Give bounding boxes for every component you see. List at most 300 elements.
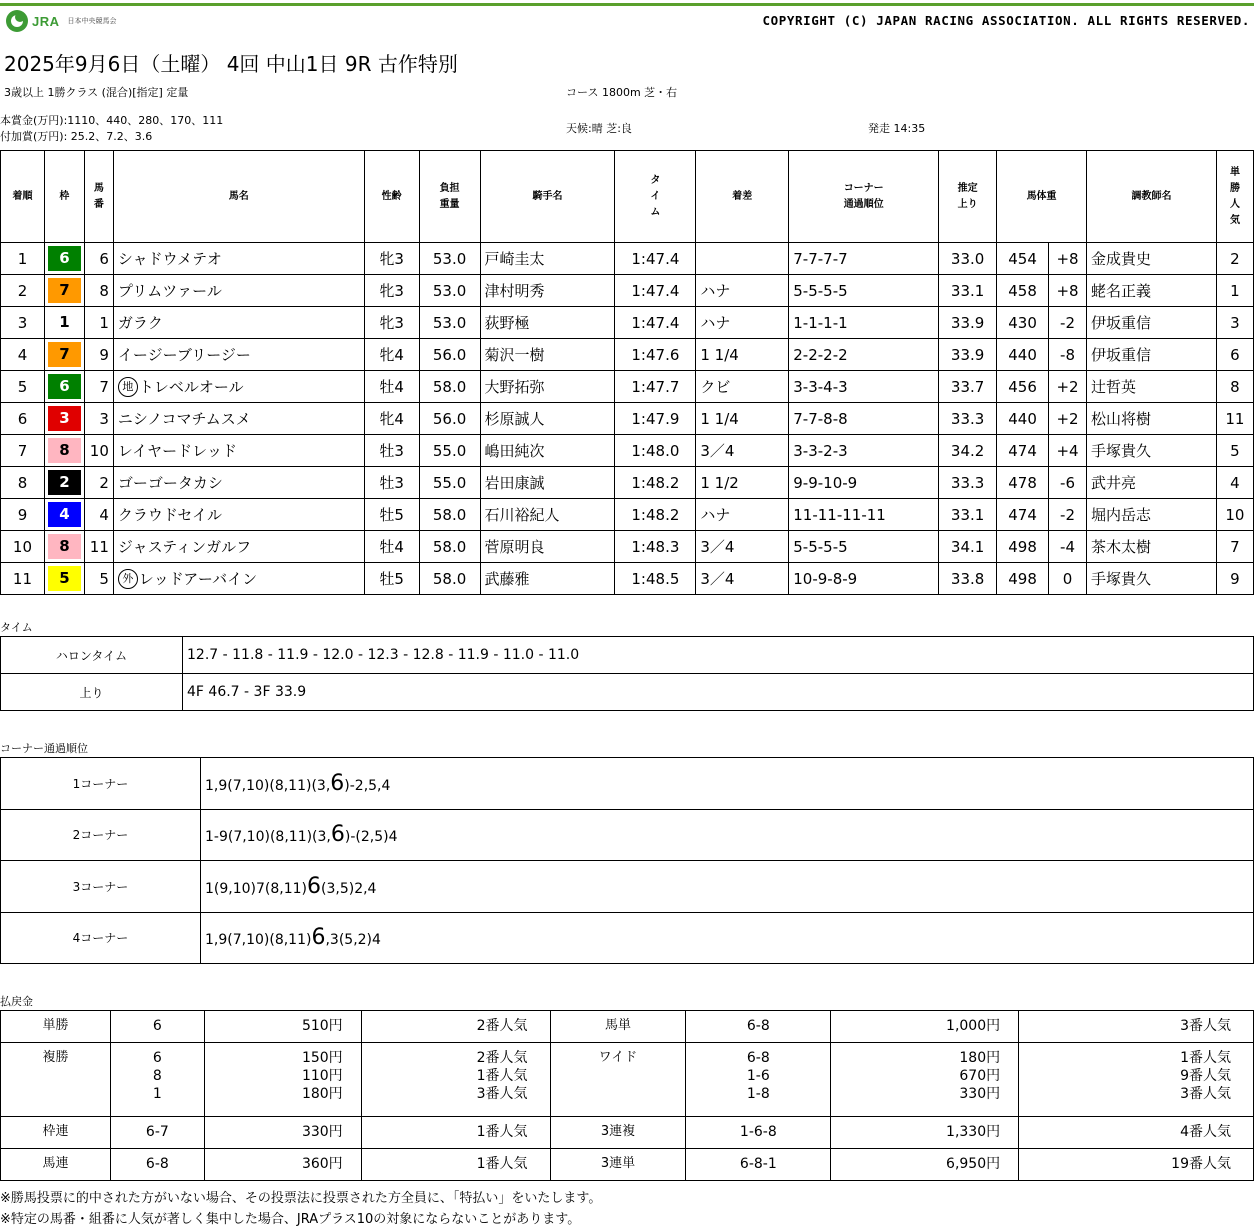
margin-cell: 3／4 [696, 531, 789, 563]
corner-order-text: )-2,5,4 [344, 777, 391, 794]
waku-badge: 6 [48, 374, 81, 399]
horse-origin-tag: 地 [118, 377, 138, 397]
horse-number-cell: 1 [84, 307, 113, 339]
col-sexage[interactable]: 性齢 [364, 151, 419, 243]
last3f-cell: 33.1 [939, 275, 997, 307]
jockey-cell[interactable]: 津村明秀 [480, 275, 615, 307]
time-cell: 1:47.4 [615, 275, 696, 307]
waku-cell [44, 499, 84, 531]
horse-number-cell: 5 [84, 563, 113, 595]
corner-cell: 10-9-8-9 [789, 563, 939, 595]
trainer-cell[interactable]: 松山将樹 [1087, 403, 1217, 435]
sex-age-cell: 牡4 [364, 531, 419, 563]
rank-cell: 3 [1, 307, 45, 339]
popularity-cell: 1 [1216, 275, 1253, 307]
sanrentan-pop: 19番人気 [1019, 1149, 1254, 1181]
horse-name[interactable]: シャドウメテオ [117, 250, 222, 268]
popularity-cell: 4 [1216, 467, 1253, 499]
col-trainer[interactable]: 調教師名 [1087, 151, 1217, 243]
umatan-amount: 1,000円 [831, 1011, 1019, 1043]
weight-cell: 58.0 [419, 531, 480, 563]
result-row [1, 435, 1254, 467]
sanrenpuku-num: 1-6-8 [686, 1117, 831, 1149]
waku-badge: 4 [48, 502, 81, 527]
horse-name[interactable]: プリムツァール [117, 282, 222, 300]
weight-cell: 58.0 [419, 499, 480, 531]
corner-label: 1コーナー [1, 758, 201, 810]
rank-cell: 8 [1, 467, 45, 499]
horse-name-cell[interactable] [113, 531, 364, 563]
wakuren-amount: 330円 [204, 1117, 361, 1149]
popularity-cell: 3 [1216, 307, 1253, 339]
horse-name-cell[interactable] [113, 435, 364, 467]
col-last3f[interactable] [939, 151, 997, 243]
tansho-pop: 2番人気 [361, 1011, 550, 1043]
rank-cell: 7 [1, 435, 45, 467]
horse-origin-tag: 外 [118, 569, 138, 589]
margin-cell: 3／4 [696, 563, 789, 595]
weight-cell: 53.0 [419, 307, 480, 339]
margin-cell: 1 1/4 [696, 339, 789, 371]
horse-name-cell[interactable] [113, 499, 364, 531]
jockey-cell[interactable]: 杉原誠人 [480, 403, 615, 435]
trainer-cell[interactable]: 伊坂重信 [1087, 307, 1217, 339]
waku-cell [44, 275, 84, 307]
jockey-cell[interactable]: 石川裕紀人 [480, 499, 615, 531]
margin-cell [696, 243, 789, 275]
trainer-cell[interactable]: 手塚貴久 [1087, 435, 1217, 467]
fukusho-amount: 180円 [301, 1086, 343, 1102]
corner-order [201, 912, 1254, 964]
col-horse[interactable]: 馬名 [113, 151, 364, 243]
horse-name[interactable]: ガラク [117, 314, 163, 332]
jockey-cell[interactable]: 大野拓弥 [480, 371, 615, 403]
winner-highlight: 6 [330, 770, 345, 796]
last3f-cell: 33.9 [939, 307, 997, 339]
corner-order-text: 1(9,10)7(8,11) [205, 880, 308, 897]
trainer-cell[interactable]: 武井亮 [1087, 467, 1217, 499]
body-weight-diff-cell: 0 [1049, 563, 1087, 595]
fukusho-num: 1 [152, 1086, 162, 1102]
rank-cell: 9 [1, 499, 45, 531]
post-time: 発走 14:35 [868, 122, 926, 135]
race-title: 2025年9月6日（土曜） 4回 中山1日 9R 古作特別 [4, 52, 458, 76]
jra-logo[interactable] [6, 10, 117, 32]
tansho-label: 単勝 [1, 1011, 111, 1043]
sex-age-cell: 牡5 [364, 563, 419, 595]
body-weight-diff-cell: -4 [1049, 531, 1087, 563]
margin-cell: ハナ [696, 307, 789, 339]
horse-name[interactable]: ニシノコマチムスメ [117, 410, 251, 428]
time-cell: 1:47.7 [615, 371, 696, 403]
wide-label: ワイド [550, 1043, 686, 1117]
body-weight-cell: 456 [997, 371, 1049, 403]
last3f-cell: 33.7 [939, 371, 997, 403]
course-info: コース 1800m 芝・右 [566, 86, 678, 99]
weight-cell: 58.0 [419, 371, 480, 403]
payout-row-umaren [1, 1149, 1254, 1181]
sanrentan-label: 3連単 [550, 1149, 686, 1181]
result-row [1, 243, 1254, 275]
wide-amount: 670円 [959, 1068, 1001, 1084]
umatan-pop: 3番人気 [1019, 1011, 1254, 1043]
corner-section-label: コーナー通過順位 [0, 742, 88, 755]
time-cell: 1:48.2 [615, 499, 696, 531]
waku-badge: 8 [48, 438, 81, 463]
col-bodyweight[interactable]: 馬体重 [997, 151, 1087, 243]
payout-section-label: 払戻金 [0, 995, 33, 1008]
weight-cell: 58.0 [419, 563, 480, 595]
body-weight-cell: 498 [997, 563, 1049, 595]
corner-order-text: ,3(5,2)4 [325, 932, 381, 949]
horse-name-cell[interactable] [113, 371, 364, 403]
body-weight-diff-cell: +4 [1049, 435, 1087, 467]
weight-cell: 53.0 [419, 275, 480, 307]
fukusho-amount: 110円 [301, 1068, 343, 1084]
body-weight-cell: 478 [997, 467, 1049, 499]
popularity-cell: 7 [1216, 531, 1253, 563]
logo-subtext: 日本中央競馬会 [67, 17, 117, 25]
wakuren-label: 枠連 [1, 1117, 111, 1149]
time-cell: 1:47.6 [615, 339, 696, 371]
sex-age-cell: 牝3 [364, 275, 419, 307]
sanrenpuku-amount: 1,330円 [831, 1117, 1019, 1149]
sex-age-cell: 牝3 [364, 307, 419, 339]
corner-order-text: (3,5)2,4 [321, 880, 377, 897]
wide-pop: 3番人気 [1180, 1086, 1231, 1102]
jra-logo-icon [6, 10, 28, 32]
furlong-label: ハロンタイム [1, 637, 183, 674]
horse-name-cell[interactable] [113, 563, 364, 595]
sanrentan-amount: 6,950円 [831, 1149, 1019, 1181]
body-weight-cell: 498 [997, 531, 1049, 563]
fukusho-pop: 1番人気 [476, 1068, 528, 1084]
popularity-cell: 11 [1216, 403, 1253, 435]
tansho-amount: 510円 [204, 1011, 361, 1043]
corner-order-text: 1,9(7,10)(8,11)(3, [205, 777, 331, 794]
umaren-pop: 1番人気 [361, 1149, 550, 1181]
waku-badge: 2 [48, 470, 81, 495]
wide-amount: 180円 [959, 1050, 1001, 1066]
wide-num: 1-8 [746, 1086, 770, 1102]
col-margin[interactable]: 着差 [696, 151, 789, 243]
waku-badge: 7 [48, 342, 81, 367]
umatan-num: 6-8 [686, 1011, 831, 1043]
final-times: 4F 46.7 - 3F 33.9 [183, 674, 1254, 711]
sex-age-cell: 牡4 [364, 371, 419, 403]
horse-number-cell: 7 [84, 371, 113, 403]
trainer-cell[interactable]: 蛯名正義 [1087, 275, 1217, 307]
corner-cell: 3-3-2-3 [789, 435, 939, 467]
horse-number-cell: 11 [84, 531, 113, 563]
horse-number-cell: 3 [84, 403, 113, 435]
waku-cell [44, 531, 84, 563]
trainer-cell[interactable]: 堀内岳志 [1087, 499, 1217, 531]
rank-cell: 2 [1, 275, 45, 307]
notes [0, 1188, 601, 1230]
horse-name-cell[interactable] [113, 243, 364, 275]
last3f-cell: 34.1 [939, 531, 997, 563]
time-cell: 1:47.9 [615, 403, 696, 435]
trainer-cell[interactable]: 辻哲英 [1087, 371, 1217, 403]
fukusho-num: 6 [152, 1050, 162, 1066]
waku-cell [44, 403, 84, 435]
rank-cell: 4 [1, 339, 45, 371]
note-line: ※特定の馬番・組番に人気が著しく集中した場合、JRAプラス10の対象にならないことがあります。 [0, 1212, 581, 1227]
wide-pop: 1番人気 [1180, 1050, 1231, 1066]
result-row [1, 339, 1254, 371]
payout-table [0, 1010, 1254, 1181]
race-conditions: 3歳以上 1勝クラス (混合)[指定] 定量 [4, 86, 189, 99]
jockey-cell[interactable]: 荻野極 [480, 307, 615, 339]
waku-cell [44, 243, 84, 275]
results-header-row [1, 151, 1254, 243]
horse-name[interactable]: レイヤードレッド [117, 442, 237, 460]
horse-name[interactable]: イージーブリージー [117, 346, 251, 364]
corner-row [1, 912, 1254, 964]
col-last3f-label: 推定 上り [957, 182, 978, 210]
body-weight-diff-cell: +2 [1049, 403, 1087, 435]
col-time[interactable] [615, 151, 696, 243]
result-row [1, 371, 1254, 403]
col-corner-label: コーナー 通過順位 [843, 182, 884, 210]
header-rule [0, 3, 1254, 6]
horse-number-cell: 9 [84, 339, 113, 371]
logo-text: JRA [32, 13, 60, 29]
fukusho-amount: 150円 [301, 1050, 343, 1066]
col-corner[interactable] [789, 151, 939, 243]
corner-body [1, 758, 1254, 964]
rank-cell: 5 [1, 371, 45, 403]
corner-table [0, 757, 1254, 964]
copyright-notice: COPYRIGHT (C) JAPAN RACING ASSOCIATION. ALL RIGHTS RESERVED. [762, 13, 1250, 28]
corner-cell: 9-9-10-9 [789, 467, 939, 499]
col-weight[interactable] [419, 151, 480, 243]
horse-number-cell: 8 [84, 275, 113, 307]
umatan-label: 馬単 [550, 1011, 686, 1043]
sex-age-cell: 牝3 [364, 243, 419, 275]
sex-age-cell: 牡3 [364, 467, 419, 499]
body-weight-cell: 440 [997, 339, 1049, 371]
waku-badge: 6 [48, 246, 81, 271]
waku-cell [44, 307, 84, 339]
corner-label: 4コーナー [1, 912, 201, 964]
waku-badge: 1 [48, 310, 81, 335]
fukusho-pop: 2番人気 [476, 1050, 528, 1066]
corner-order [201, 861, 1254, 913]
note-line: ※勝馬投票に的中された方がいない場合、その投票法に投票された方全員に、「特払い」をいたします。 [0, 1191, 602, 1206]
horse-name[interactable]: トレベルオール [138, 377, 244, 396]
result-row [1, 499, 1254, 531]
corner-cell: 5-5-5-5 [789, 531, 939, 563]
jockey-cell[interactable]: 菅原明良 [480, 531, 615, 563]
result-row [1, 403, 1254, 435]
fukusho-pops [361, 1043, 550, 1117]
body-weight-cell: 474 [997, 499, 1049, 531]
time-cell: 1:48.5 [615, 563, 696, 595]
last3f-cell: 34.2 [939, 435, 997, 467]
col-jockey[interactable]: 騎手名 [480, 151, 615, 243]
margin-cell: 1 1/4 [696, 403, 789, 435]
body-weight-diff-cell: -8 [1049, 339, 1087, 371]
body-weight-diff-cell: -2 [1049, 307, 1087, 339]
result-row [1, 467, 1254, 499]
corner-cell: 11-11-11-11 [789, 499, 939, 531]
waku-badge: 5 [48, 566, 81, 591]
horse-name-cell[interactable] [113, 467, 364, 499]
jockey-cell[interactable]: 菊沢一樹 [480, 339, 615, 371]
sex-age-cell: 牡3 [364, 435, 419, 467]
corner-cell: 3-3-4-3 [789, 371, 939, 403]
horse-name-cell[interactable] [113, 339, 364, 371]
popularity-cell: 10 [1216, 499, 1253, 531]
body-weight-diff-cell: +8 [1049, 243, 1087, 275]
jockey-cell[interactable]: 武藤雅 [480, 563, 615, 595]
final-row [1, 674, 1254, 711]
jockey-cell[interactable]: 嶋田純次 [480, 435, 615, 467]
umaren-label: 馬連 [1, 1149, 111, 1181]
waku-badge: 7 [48, 278, 81, 303]
body-weight-diff-cell: -6 [1049, 467, 1087, 499]
trainer-cell[interactable]: 茶木太樹 [1087, 531, 1217, 563]
winner-highlight: 6 [311, 925, 326, 951]
corner-order [201, 809, 1254, 861]
waku-cell [44, 563, 84, 595]
corner-order-text: 1-9(7,10)(8,11)(3, [205, 829, 331, 846]
weight-cell: 56.0 [419, 403, 480, 435]
waku-badge: 3 [48, 406, 81, 431]
col-waku[interactable]: 枠 [44, 151, 84, 243]
time-cell: 1:47.4 [615, 307, 696, 339]
corner-cell: 7-7-7-7 [789, 243, 939, 275]
final-label: 上り [1, 674, 183, 711]
sex-age-cell: 牝4 [364, 339, 419, 371]
weight-cell: 55.0 [419, 467, 480, 499]
corner-order-text: 1,9(7,10)(8,11) [205, 932, 312, 949]
corner-order [201, 758, 1254, 810]
horse-name[interactable]: クラウドセイル [117, 506, 222, 524]
last3f-cell: 33.3 [939, 403, 997, 435]
corner-order-text: )-(2,5)4 [344, 829, 398, 846]
weight-cell: 55.0 [419, 435, 480, 467]
waku-cell [44, 339, 84, 371]
horse-number-cell: 10 [84, 435, 113, 467]
corner-cell: 5-5-5-5 [789, 275, 939, 307]
fukusho-num: 8 [152, 1068, 162, 1084]
last3f-cell: 33.0 [939, 243, 997, 275]
col-num[interactable] [84, 151, 113, 243]
time-cell: 1:48.0 [615, 435, 696, 467]
horse-number-cell: 2 [84, 467, 113, 499]
body-weight-diff-cell: -2 [1049, 499, 1087, 531]
last3f-cell: 33.1 [939, 499, 997, 531]
winner-highlight: 6 [307, 873, 322, 899]
body-weight-cell: 474 [997, 435, 1049, 467]
col-rank[interactable]: 着順 [1, 151, 45, 243]
wide-pops [1019, 1043, 1254, 1117]
prize-additional: 付加賞(万円): 25.2、7.2、3.6 [0, 130, 153, 143]
tansho-num: 6 [110, 1011, 204, 1043]
popularity-cell: 8 [1216, 371, 1253, 403]
trainer-cell[interactable]: 伊坂重信 [1087, 339, 1217, 371]
col-time-label: タ イ ム [650, 174, 661, 218]
col-popularity[interactable] [1216, 151, 1253, 243]
trainer-cell[interactable]: 金成貴史 [1087, 243, 1217, 275]
fukusho-pop: 3番人気 [476, 1086, 528, 1102]
rank-cell: 10 [1, 531, 45, 563]
sex-age-cell: 牡5 [364, 499, 419, 531]
rank-cell: 11 [1, 563, 45, 595]
result-row [1, 275, 1254, 307]
payout-row-wakuren [1, 1117, 1254, 1149]
weight-cell: 53.0 [419, 243, 480, 275]
col-num-label: 馬 番 [93, 182, 104, 210]
last3f-cell: 33.9 [939, 339, 997, 371]
horse-number-cell: 4 [84, 499, 113, 531]
wide-amount: 330円 [959, 1086, 1001, 1102]
umaren-num: 6-8 [110, 1149, 204, 1181]
horse-number-cell: 6 [84, 243, 113, 275]
horse-name-cell[interactable] [113, 403, 364, 435]
lap-time-table [0, 636, 1254, 711]
rank-cell: 1 [1, 243, 45, 275]
furlong-row [1, 637, 1254, 674]
time-section-label: タイム [0, 621, 33, 634]
wide-num: 6-8 [746, 1050, 770, 1066]
waku-cell [44, 371, 84, 403]
time-cell: 1:47.4 [615, 243, 696, 275]
top-bar [0, 0, 1254, 38]
horse-name[interactable]: ゴーゴータカシ [117, 474, 223, 492]
corner-row [1, 809, 1254, 861]
margin-cell: クビ [696, 371, 789, 403]
horse-name[interactable]: レッドアーバイン [138, 569, 258, 588]
umaren-amount: 360円 [204, 1149, 361, 1181]
waku-cell [44, 435, 84, 467]
body-weight-cell: 454 [997, 243, 1049, 275]
body-weight-cell: 440 [997, 403, 1049, 435]
horse-name-cell[interactable] [113, 307, 364, 339]
corner-label: 2コーナー [1, 809, 201, 861]
fukusho-nums [110, 1043, 204, 1117]
fukusho-amounts [204, 1043, 361, 1117]
sanrenpuku-label: 3連複 [550, 1117, 686, 1149]
horse-name-cell[interactable] [113, 275, 364, 307]
col-weight-label: 負担 重量 [439, 182, 460, 210]
furlong-times: 12.7 - 11.8 - 11.9 - 12.0 - 12.3 - 12.8 - 11.9 - 11.0 - 11.0 [183, 637, 1254, 674]
body-weight-diff-cell: +8 [1049, 275, 1087, 307]
margin-cell: ハナ [696, 275, 789, 307]
horse-name[interactable]: ジャスティンガルフ [117, 538, 252, 556]
result-row [1, 531, 1254, 563]
body-weight-cell: 430 [997, 307, 1049, 339]
weight-cell: 56.0 [419, 339, 480, 371]
margin-cell: ハナ [696, 499, 789, 531]
jockey-cell[interactable]: 岩田康誠 [480, 467, 615, 499]
col-popularity-label: 単 勝 人 気 [1229, 166, 1240, 226]
time-cell: 1:48.2 [615, 467, 696, 499]
wide-nums [686, 1043, 831, 1117]
prize-main: 本賞金(万円):1110、440、280、170、111 [0, 114, 224, 127]
wide-amounts [831, 1043, 1019, 1117]
jockey-cell[interactable]: 戸崎圭太 [480, 243, 615, 275]
last3f-cell: 33.3 [939, 467, 997, 499]
trainer-cell[interactable]: 手塚貴久 [1087, 563, 1217, 595]
corner-label: 3コーナー [1, 861, 201, 913]
wide-pop: 9番人気 [1180, 1068, 1231, 1084]
corner-row [1, 861, 1254, 913]
rank-cell: 6 [1, 403, 45, 435]
